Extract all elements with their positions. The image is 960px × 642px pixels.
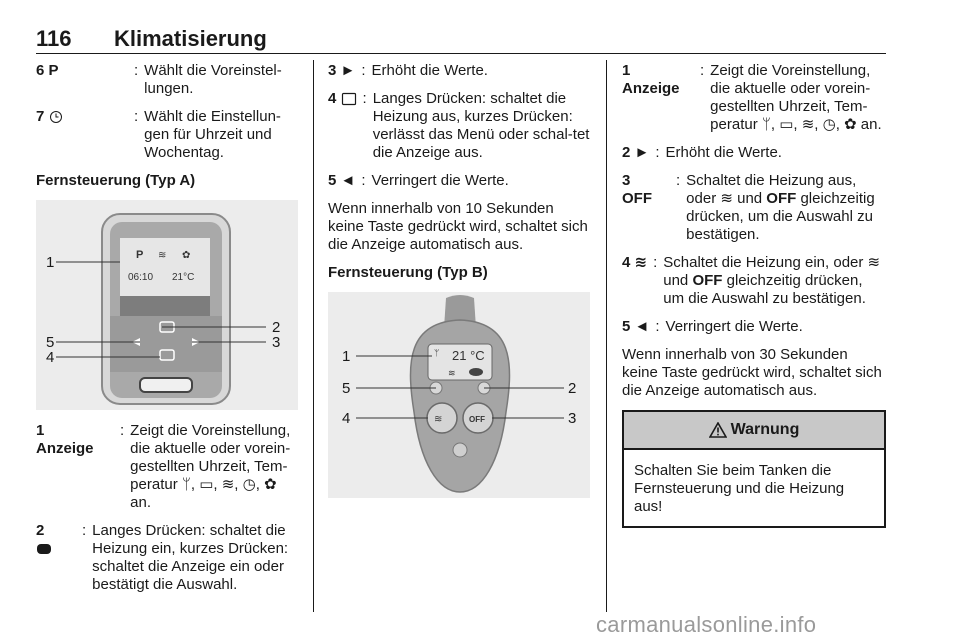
item-term (36, 108, 128, 162)
item-term: 5 ◄ (622, 318, 650, 335)
display-time: 06:10 (128, 272, 154, 283)
remote-b-illustration (328, 292, 592, 498)
desc-part: gleichzeitig drücken, um die Auswahl zu bestätigen. (686, 190, 875, 243)
item-5-b: 5 ◄ : Verringert die Werte. (622, 318, 886, 336)
square-button-icon (341, 92, 357, 106)
page-title: Klimatisierung (114, 26, 267, 51)
item-term (36, 422, 114, 512)
column-1 (36, 62, 298, 604)
warning-header (624, 412, 884, 450)
item-term-label: Anzeige (36, 440, 94, 457)
warning-box (622, 410, 886, 528)
column-2 (328, 62, 592, 510)
callout-b-5: 5 (342, 380, 351, 397)
clock-icon (49, 110, 63, 124)
item-term-number: 4 (328, 90, 337, 107)
callout-b-2: 2 (568, 380, 577, 397)
svg-text:✿: ✿ (182, 250, 191, 261)
item-term-number: 3 (622, 172, 631, 189)
warning-body: Schalten Sie beim Tanken die Fernsteuerung und die Heizung aus! (634, 462, 845, 515)
item-term: 2 ► (622, 144, 650, 161)
item-term (622, 62, 694, 134)
section-heading-typ-a: Fernsteuerung (Typ A) (36, 172, 196, 189)
item-3-off: 3 OFF : Schaltet die Heizung aus, oder ≋ und OFF gleichzeitig drücken, um die Auswahl zu bestätigen. (622, 172, 886, 244)
desc-part: gleichzeitig drücken, um die Auswahl zu bestätigen. (663, 272, 866, 307)
header-rule (36, 53, 886, 54)
item-6: 6 P : Wählt die Voreinstel-lungen. (36, 62, 298, 98)
item-7: 7 : Wählt die Einstellun-gen für Uhrzeit und Wochentag. (36, 108, 298, 162)
item-4-heat: 4 ≋ : Schaltet die Heizung ein, oder ≋ und OFF gleichzeitig drücken, um die Auswahl zu bestätigen. (622, 254, 886, 308)
item-desc: Zeigt die Voreinstellung, die aktuelle oder vorein-gestellten Uhrzeit, Tem-peratur ᛘ, ▭, ≋, ◷, ✿ an. (130, 422, 291, 511)
item-2: 2 : Langes Drücken: schaltet die Heizung ein, kurzes Drücken: schaltet die Anzeige ein oder bestätigt die Auswahl. (36, 522, 298, 594)
svg-text:ᛘ: ᛘ (434, 349, 440, 359)
item-3: 3 ► : Erhöht die Werte. (328, 62, 592, 80)
item-desc: Langes Drücken: schaltet die Heizung aus, kurzes Drücken: verlässt das Menü oder schal-tet die Anzeige aus. (372, 90, 590, 161)
off-button-label: OFF (469, 415, 485, 424)
timeout-paragraph-b: Wenn innerhalb von 30 Sekunden keine Taste gedrückt wird, schaltet sich die Anzeige automatisch aus. (622, 346, 882, 399)
item-term-number: 2 (36, 522, 45, 539)
display-preset: P (136, 249, 144, 261)
item-term: 6 P (36, 62, 59, 79)
item-term-label: Anzeige (622, 80, 680, 97)
item-term: 4 ≋ (622, 254, 648, 271)
item-term-number: 1 (36, 422, 45, 439)
item-term: 5 ◄ (328, 172, 356, 189)
page-header (36, 26, 886, 52)
column-divider-2 (606, 60, 607, 612)
item-desc: Verringert die Werte. (665, 318, 803, 335)
item-5: 5 ◄ : Verringert die Werte. (328, 172, 592, 190)
svg-text:≋: ≋ (448, 369, 456, 379)
callout-5: 5 (46, 334, 55, 351)
item-desc: Verringert die Werte. (371, 172, 509, 189)
item-desc: Zeigt die Voreinstellung, die aktuelle oder vorein-gestellten Uhrzeit, Tem-peratur ᛘ, ▭, ≋, ◷, ✿ an. (710, 62, 882, 133)
item-term: 3 ► (328, 62, 356, 79)
item-term-number: 1 (622, 62, 631, 79)
item-desc: Wählt die Einstellun-gen für Uhrzeit und Wochentag. (144, 108, 281, 161)
page-number: 116 (36, 26, 72, 51)
callout-2: 2 (272, 319, 281, 336)
callout-b-3: 3 (568, 410, 577, 427)
callout-4: 4 (46, 349, 55, 366)
column-divider-1 (313, 60, 314, 612)
warning-title: Warnung (730, 421, 800, 438)
item-term (622, 172, 670, 244)
item-1-anzeige: 1 Anzeige : Zeigt die Voreinstellung, die aktuelle oder vorein-gestellten Uhrzeit, Tem-peratur ᛘ, ▭, ≋, ◷, ✿ an. (36, 422, 298, 512)
item-desc: Erhöht die Werte. (371, 62, 488, 79)
desc-part: Schaltet die Heizung aus, oder ≋ und (686, 172, 857, 207)
item-desc (663, 254, 886, 308)
item-term (36, 522, 76, 594)
heater-on-button-icon (36, 543, 52, 555)
item-4: 4 : Langes Drücken: schaltet die Heizung aus, kurzes Drücken: verlässt das Menü oder schal-tet die Anzeige aus. (328, 90, 592, 162)
remote-b-figure (328, 292, 590, 498)
desc-bold: OFF (692, 272, 723, 289)
item-desc: Langes Drücken: schaltet die Heizung ein, kurzes Drücken: schaltet die Anzeige ein oder bestätigt die Auswahl. (92, 522, 289, 593)
item-term-number: 7 (36, 108, 45, 125)
item-2-b: 2 ► : Erhöht die Werte. (622, 144, 886, 162)
item-term (328, 90, 357, 162)
item-desc: Wählt die Voreinstel-lungen. (144, 62, 282, 97)
item-desc: Erhöht die Werte. (665, 144, 782, 161)
desc-part: Schaltet die Heizung ein, oder ≋ und (663, 254, 881, 289)
callout-1: 1 (46, 254, 55, 271)
item-desc (686, 172, 886, 244)
warning-triangle-icon (709, 422, 727, 438)
timeout-paragraph: Wenn innerhalb von 10 Sekunden keine Taste gedrückt wird, schaltet sich die Anzeige automatisch aus. (328, 200, 588, 253)
svg-text:≋: ≋ (158, 250, 167, 261)
watermark-text: carmanualsonline.info (596, 612, 817, 637)
desc-bold: OFF (766, 190, 797, 207)
display-temp-b: 21 °C (452, 348, 485, 363)
callout-3: 3 (272, 334, 281, 351)
section-heading-typ-b: Fernsteuerung (Typ B) (328, 264, 488, 281)
svg-text:≋: ≋ (434, 414, 443, 425)
column-3 (622, 62, 886, 528)
callout-b-1: 1 (342, 348, 351, 365)
item-1-anzeige-b: 1 Anzeige : Zeigt die Voreinstellung, die aktuelle oder vorein-gestellten Uhrzeit, Tem-peratur ᛘ, ▭, ≋, ◷, ✿ an. (622, 62, 886, 134)
remote-a-illustration (36, 200, 298, 410)
display-temp: 21°C (172, 272, 195, 283)
remote-a-figure (36, 200, 298, 410)
item-term-label: OFF (622, 190, 652, 207)
callout-b-4: 4 (342, 410, 351, 427)
